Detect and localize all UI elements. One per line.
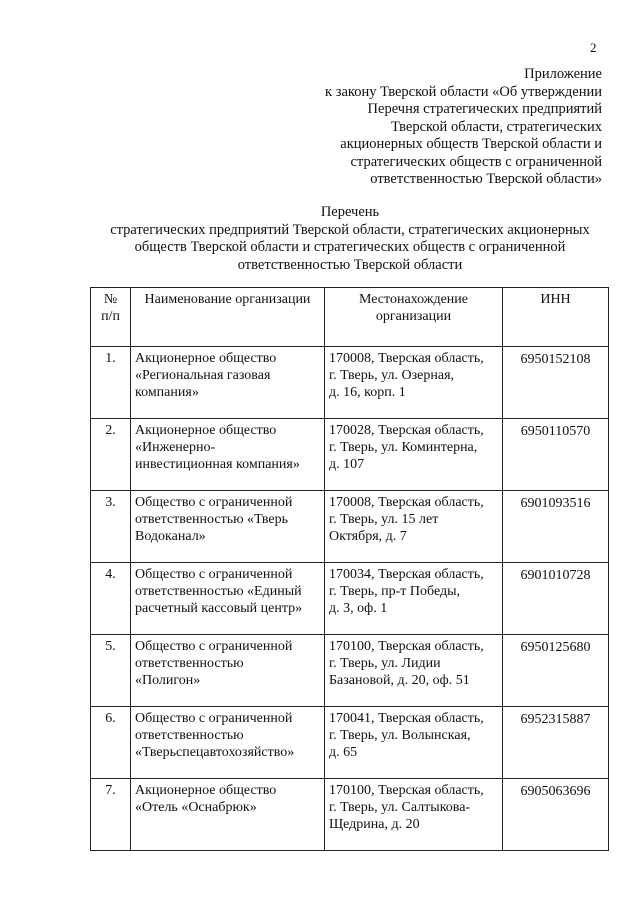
table-row [91,707,609,779]
title-line: Перечень [320,204,380,220]
title-line: обществ Тверской области и стратегических обществ с ограниченной [134,239,566,255]
cell-name: Общество с ограниченной ответственностью «Тверьспецавтохозяйство» [131,707,325,779]
cell-num: 6. [91,707,131,779]
appendix-line: акционерных обществ Тверской области и [340,136,602,152]
cell-name: Общество с ограниченной ответственностью «Тверь Водоканал» [131,491,325,563]
cell-name: Акционерное общество «Отель «Оснабрюк» [131,779,325,851]
cell-num: 5. [91,635,131,707]
cell-name: Общество с ограниченной ответственностью «Единый расчетный кассовый центр» [131,563,325,635]
page-number: 2 [590,40,597,55]
header-inn: ИНН [503,288,609,347]
table-row [91,491,609,563]
table-row [91,635,609,707]
header-num: № п/п [91,288,131,347]
appendix-line: стратегических обществ с ограниченной [350,153,602,170]
title-line: стратегических предприятий Тверской области, стратегических акционерных [110,221,590,238]
table-body [91,347,609,851]
cell-name: Акционерное общество «Региональная газовая компания» [131,347,325,419]
cell-name: Акционерное общество «Инженерно- инвестиционная компания» [131,419,325,491]
header-name: Наименование организации [131,288,325,347]
table-row [91,563,609,635]
cell-address: 170100, Тверская область, г. Тверь, ул. Лидии Базановой, д. 20, оф. 51 [325,635,503,707]
cell-inn: 6901010728 [503,563,609,635]
cell-address: 170041, Тверская область, г. Тверь, ул. Волынская, д. 65 [325,707,503,779]
appendix-header [272,66,602,189]
table-row [91,779,609,851]
cell-inn: 6905063696 [503,779,609,851]
table-row [91,419,609,491]
cell-num: 2. [91,419,131,491]
cell-num: 3. [91,491,131,563]
cell-name: Общество с ограниченной ответственностью «Полигон» [131,635,325,707]
appendix-line: ответственностью Тверской области» [370,171,602,187]
document-title [60,204,640,274]
appendix-line: Тверской области, стратегических [390,118,602,135]
appendix-line: Перечня стратегических предприятий [367,101,602,117]
header-address: Местонахождение организации [325,288,503,347]
table-header-row [91,288,609,347]
cell-address: 170008, Тверская область, г. Тверь, ул. 15 лет Октября, д. 7 [325,491,503,563]
title-line: ответственностью Тверской области [237,256,463,273]
cell-address: 170034, Тверская область, г. Тверь, пр-т Победы, д. 3, оф. 1 [325,563,503,635]
cell-inn: 6950110570 [503,419,609,491]
cell-inn: 6901093516 [503,491,609,563]
cell-num: 1. [91,347,131,419]
cell-address: 170008, Тверская область, г. Тверь, ул. Озерная, д. 16, корп. 1 [325,347,503,419]
cell-inn: 6950152108 [503,347,609,419]
cell-address: 170028, Тверская область, г. Тверь, ул. Коминтерна, д. 107 [325,419,503,491]
organizations-table [90,287,609,851]
cell-num: 7. [91,779,131,851]
appendix-line: Приложение [524,66,602,82]
table-row [91,347,609,419]
cell-address: 170100, Тверская область, г. Тверь, ул. Салтыкова- Щедрина, д. 20 [325,779,503,851]
appendix-line: к закону Тверской области «Об утверждении [325,83,602,100]
cell-num: 4. [91,563,131,635]
cell-inn: 6952315887 [503,707,609,779]
cell-inn: 6950125680 [503,635,609,707]
